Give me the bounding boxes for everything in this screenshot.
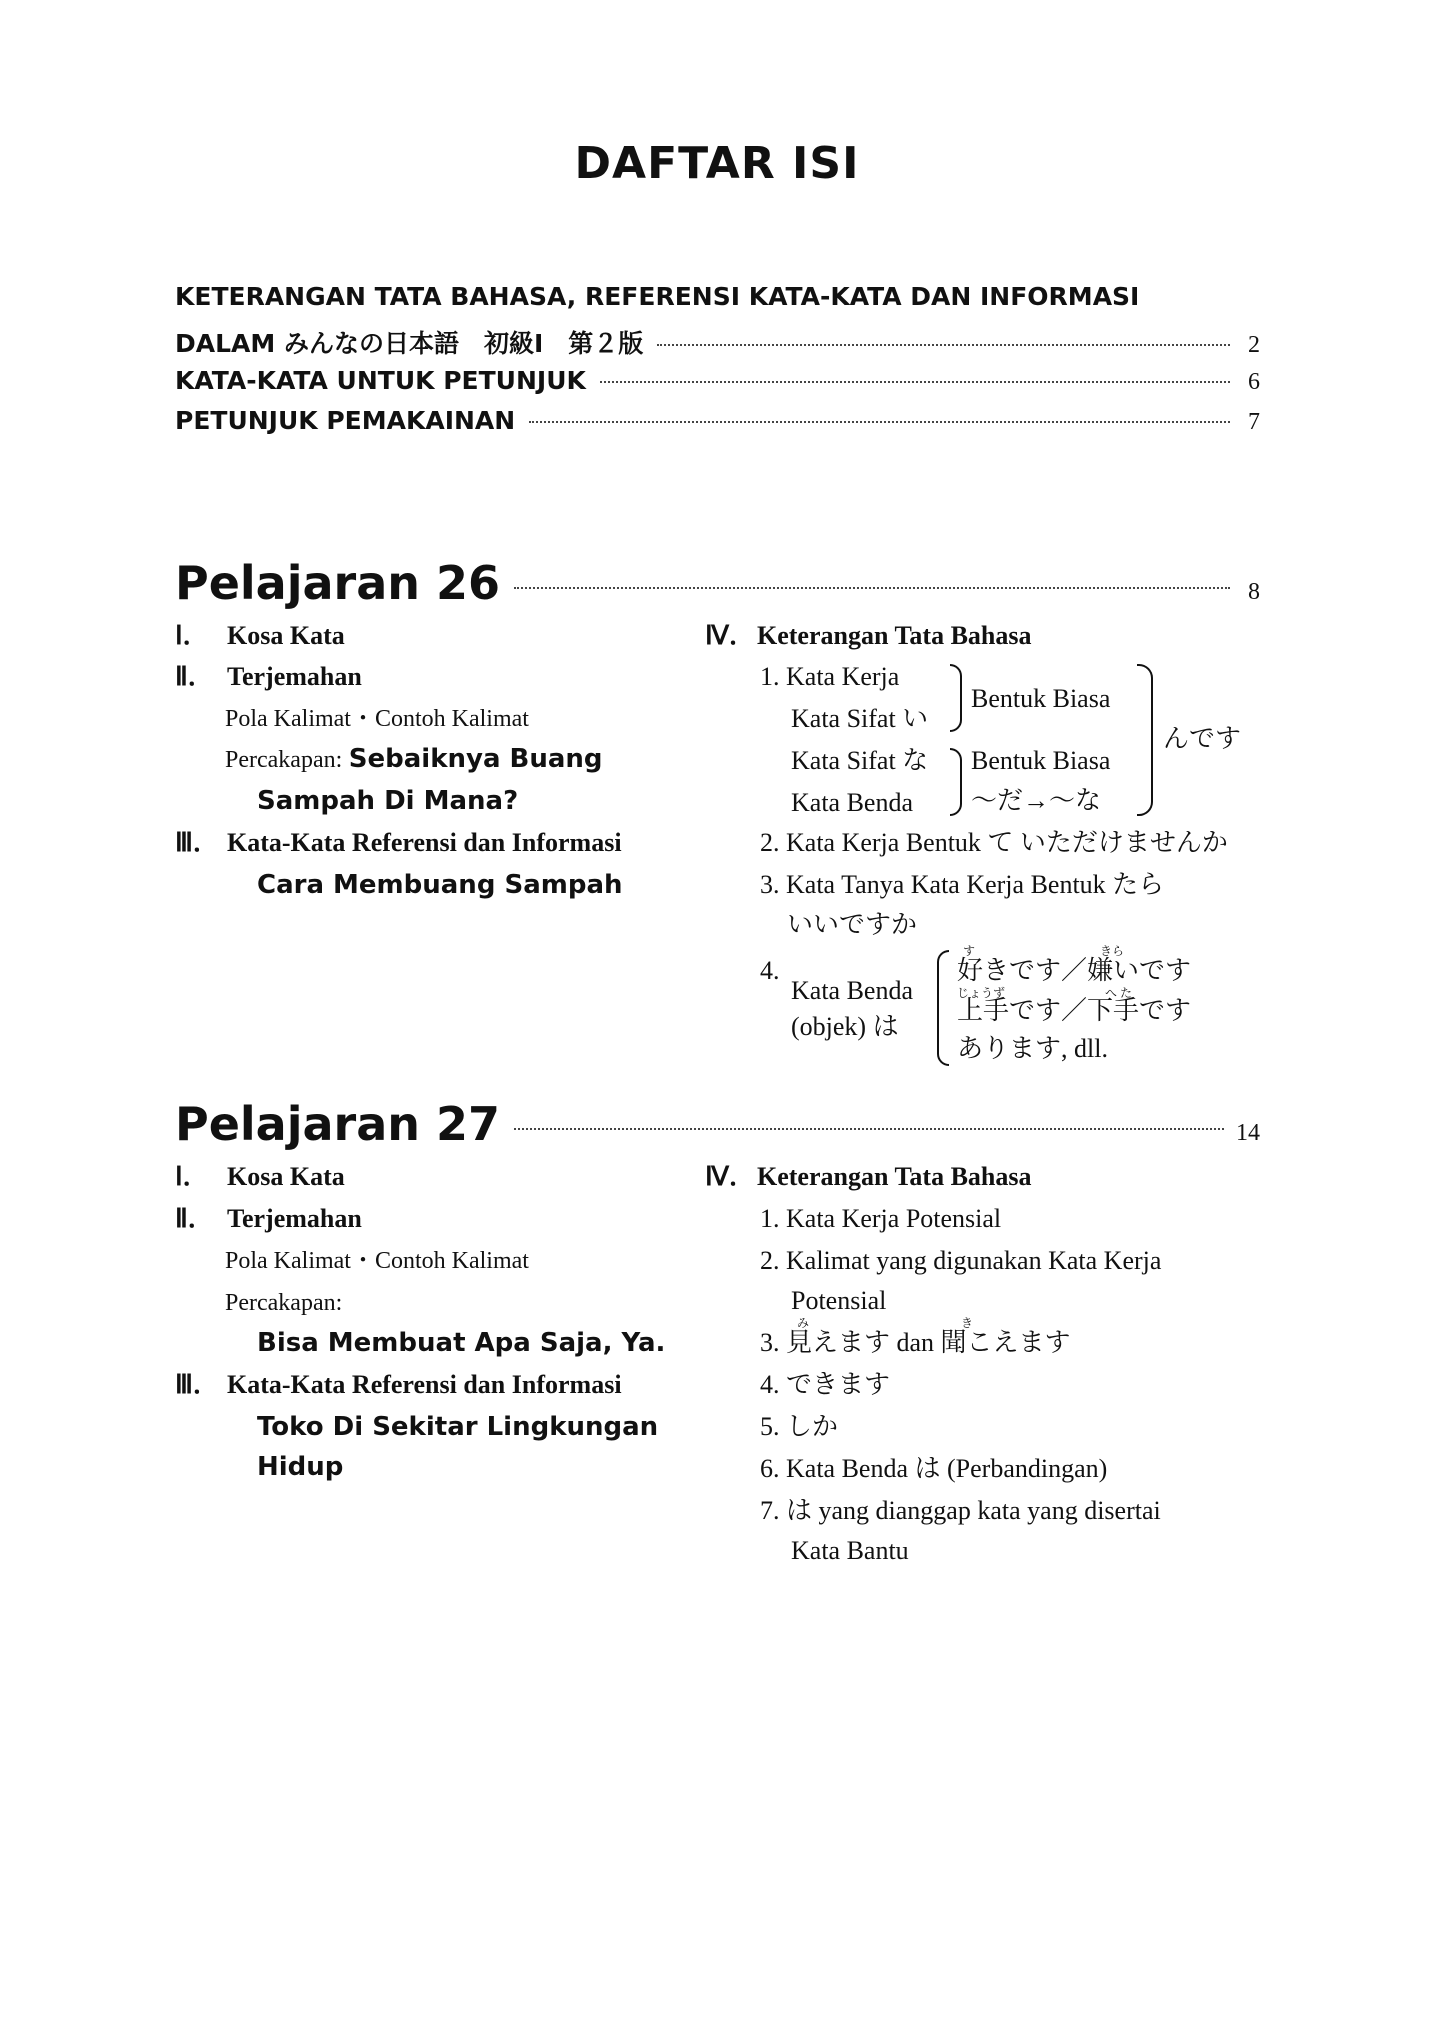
l26-g3-a: 3. Kata Tanya Kata Kerja Bentuk たら	[760, 870, 1165, 899]
l27-g2-b: Potensial	[791, 1286, 887, 1315]
intro-line-1-text: KETERANGAN TATA BAHASA, REFERENSI KATA-KATA DAN INFORMASI	[175, 282, 1140, 311]
l26-g1-bentuk-1: Bentuk Biasa	[971, 684, 1111, 713]
page-title: DAFTAR ISI	[574, 138, 860, 189]
l27-g5: 5. しか	[760, 1412, 839, 1441]
l27-g3: 3. 見えます dan 聞こえます	[760, 1328, 1071, 1357]
l27-g7-a: 7. は yang dianggap kata yang disertai	[760, 1496, 1161, 1525]
lesson-27-page: 14	[1236, 1120, 1260, 1146]
l26-percakapan-label: Percakapan:	[225, 747, 343, 773]
brace-right-1	[950, 664, 962, 732]
ruby-jouzu: じょうず	[957, 986, 1006, 1000]
lesson-27-heading[interactable]	[175, 1097, 1260, 1157]
lesson-27-title: Pelajaran 27	[175, 1097, 501, 1151]
brace-left	[937, 950, 949, 1066]
l26-i-label: Kosa Kata	[227, 621, 345, 650]
brace-right-2	[950, 748, 962, 816]
l26-g1-bentuk-2: Bentuk Biasa	[971, 746, 1111, 775]
l27-g2-a: 2. Kalimat yang digunakan Kata Kerja	[760, 1246, 1162, 1275]
intro-line-2[interactable]	[175, 324, 1260, 360]
l27-item-i[interactable]	[175, 1160, 345, 1194]
l27-ii-label: Terjemahan	[227, 1204, 362, 1233]
l26-pola: Pola Kalimat・Contoh Kalimat	[225, 706, 529, 732]
intro-line-2-text: DALAM みんなの日本語 初級Ⅰ 第２版	[175, 329, 644, 358]
l26-i-num: Ⅰ．	[175, 621, 209, 650]
l26-iv-num: Ⅳ．	[705, 621, 755, 650]
l26-g1-da: ～だ→～な	[971, 786, 1102, 815]
l27-ii-num: Ⅱ．	[175, 1204, 214, 1233]
ruby-mi: み	[797, 1316, 810, 1330]
l27-g1: 1. Kata Kerja Potensial	[760, 1204, 1002, 1233]
l27-iii-label: Kata-Kata Referensi dan Informasi	[227, 1370, 622, 1399]
l27-g6: 6. Kata Benda は (Perbandingan)	[760, 1454, 1108, 1483]
l26-item-iii[interactable]	[175, 826, 622, 860]
l27-percakapan-label: Percakapan:	[225, 1290, 343, 1316]
l26-g1-d: Kata Benda	[791, 788, 914, 817]
l26-g4-obj: (objek) は	[791, 1012, 899, 1041]
l27-item-ii[interactable]	[175, 1202, 362, 1236]
l26-percakapan-title-1: Sebaiknya Buang	[348, 744, 603, 774]
l26-ii-label: Terjemahan	[227, 662, 362, 691]
leader-dots	[514, 587, 1230, 589]
l27-i-label: Kosa Kata	[227, 1162, 345, 1191]
leader-dots	[657, 344, 1230, 346]
intro-line-3-page: 6	[1248, 369, 1260, 395]
l26-g1-c: Kata Sifat な	[791, 746, 929, 775]
leader-dots	[529, 421, 1230, 423]
leader-dots	[514, 1128, 1224, 1130]
l27-item-iii[interactable]	[175, 1368, 622, 1402]
l27-g7-b: Kata Bantu	[791, 1536, 909, 1565]
l27-item-iv[interactable]	[705, 1160, 1032, 1194]
intro-line-4-text: PETUNJUK PEMAKAINAN	[175, 406, 516, 435]
l27-pola: Pola Kalimat・Contoh Kalimat	[225, 1248, 529, 1274]
ruby-ki: き	[961, 1316, 974, 1330]
l26-g4-kb: Kata Benda	[791, 976, 914, 1005]
l26-percakapan	[225, 742, 603, 777]
l27-iii-title-2: Hidup	[257, 1452, 344, 1482]
l26-iv-label: Keterangan Tata Bahasa	[757, 621, 1032, 650]
l27-iii-title-1: Toko Di Sekitar Lingkungan	[257, 1412, 659, 1442]
lesson-26-page: 8	[1248, 579, 1260, 605]
l26-percakapan-title-2: Sampah Di Mana?	[257, 786, 519, 816]
intro-line-1[interactable]	[175, 282, 1260, 318]
l26-iii-title: Cara Membuang Sampah	[257, 870, 623, 900]
l26-item-iv[interactable]	[705, 619, 1032, 653]
l26-g4-line-1: 好きです／嫌いです	[957, 956, 1192, 985]
ruby-heta: へ た	[1105, 986, 1133, 1000]
l26-ii-num: Ⅱ．	[175, 662, 214, 691]
ruby-kira: きら	[1100, 944, 1125, 958]
intro-line-4-page: 7	[1248, 409, 1260, 435]
brace-right-big	[1137, 664, 1153, 816]
l26-g2: 2. Kata Kerja Bentuk て いただけませんか	[760, 828, 1228, 857]
l27-iv-label: Keterangan Tata Bahasa	[757, 1162, 1032, 1191]
l27-iv-num: Ⅳ．	[705, 1162, 755, 1191]
l26-g4-line-2: 上手です／下手です	[957, 996, 1192, 1025]
l26-g1-b: Kata Sifat い	[791, 704, 929, 733]
intro-line-2-page: 2	[1248, 332, 1260, 358]
intro-line-4[interactable]	[175, 406, 1260, 442]
l26-iii-label: Kata-Kata Referensi dan Informasi	[227, 828, 622, 857]
l27-i-num: Ⅰ．	[175, 1162, 209, 1191]
l27-percakapan-title: Bisa Membuat Apa Saja, Ya.	[257, 1328, 666, 1358]
leader-dots	[600, 381, 1230, 383]
l27-g4: 4. できます	[760, 1370, 891, 1399]
lesson-26-title: Pelajaran 26	[175, 556, 501, 610]
l26-g4-line-3: あります, dll.	[957, 1034, 1108, 1063]
l26-iii-num: Ⅲ．	[175, 828, 219, 857]
l26-g3-b: いいですか	[787, 910, 918, 939]
ruby-su: す	[963, 944, 976, 958]
l26-g1-ndesu: んです	[1163, 724, 1242, 753]
lesson-26-heading[interactable]	[175, 556, 1260, 616]
l26-item-i[interactable]	[175, 619, 345, 653]
intro-line-3-text: KATA-KATA UNTUK PETUNJUK	[175, 366, 586, 395]
intro-line-3[interactable]	[175, 366, 1260, 402]
l26-g1-a: 1. Kata Kerja	[760, 662, 900, 691]
l27-iii-num: Ⅲ．	[175, 1370, 219, 1399]
l26-g4-num: 4.	[760, 956, 780, 985]
l26-item-ii[interactable]	[175, 660, 362, 694]
